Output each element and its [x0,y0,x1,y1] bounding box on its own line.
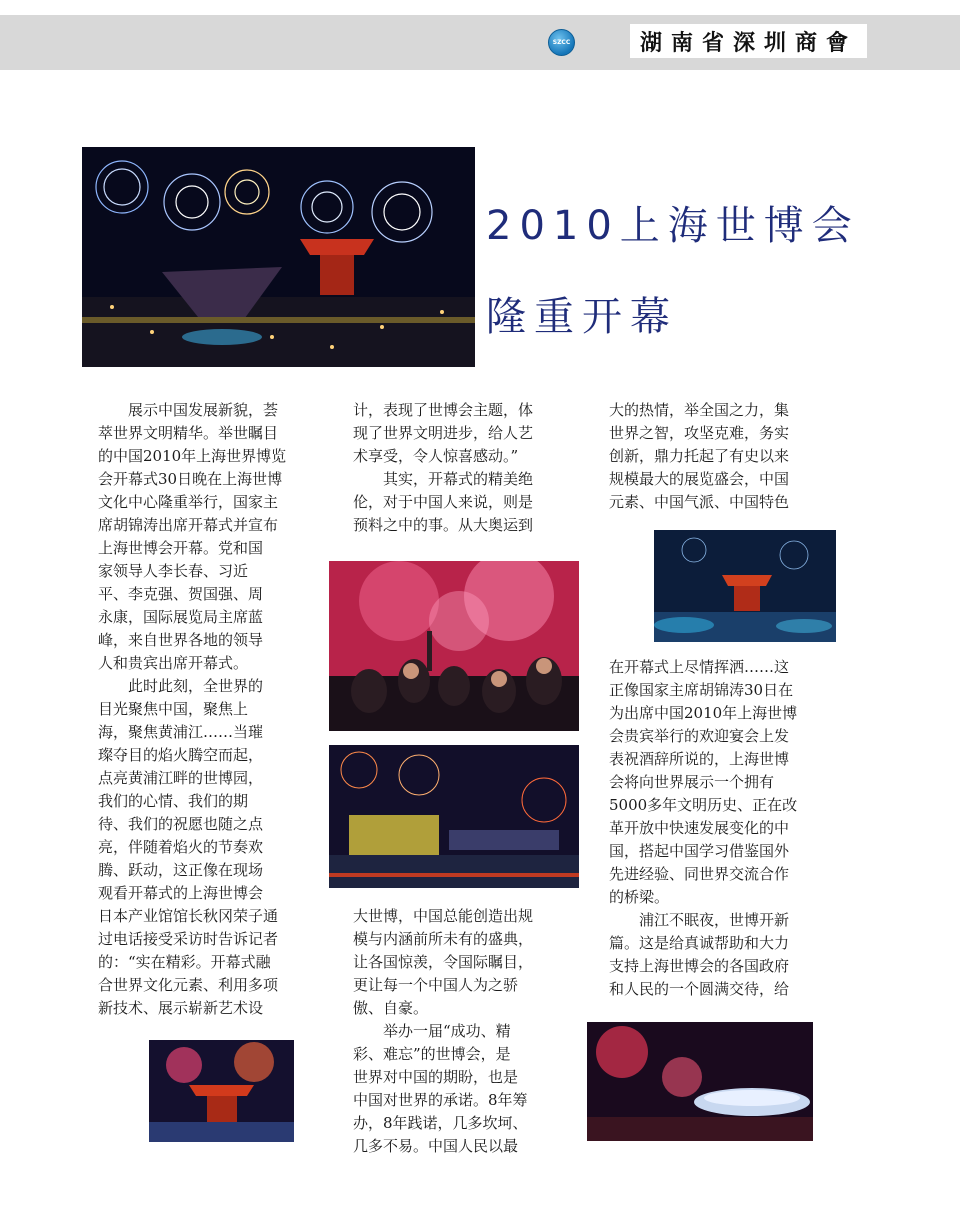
crowd-celebration-photo [329,561,579,731]
pavilion-fireworks-photo [149,1040,294,1142]
chamber-logo-icon [548,29,575,56]
article-text-col2-bottom: 大世博，中国总能创造出规 模与内涵前所未有的盛典， 让各国惊羡，令国际瞩目， 更让每一个中国人为之骄 傲、自豪。 举办一届“成功、精 彩、难忘”的世博会，是 世界对中国的期盼，也是 中国对世界的承诺。8年筹 办，8年践诺，几多坎坷、 几多不易。中国人民以最 [353,907,534,1155]
article-title-line-2: 隆重开幕 [486,294,678,340]
expo-center-fireworks-photo [587,1022,813,1141]
article-text-col1: 展示中国发展新貌，荟 萃世界文明精华。举世瞩目 的中国2010年上海世界博览 会开幕式30日晚在上海世博 文化中心隆重举行，国家主 席胡锦涛出席开幕式并宣布 上海世博会开幕。党和国 家领导人李长春、习近 平、李克强、贺国强、周 永康，国际展览局主席蓝 峰，来自世界各地的领导 人和贵宾出席开幕式。 此时此刻，全世界的 目光聚焦中国，聚焦上 海，聚焦黄浦江……当璀 璨夺目的焰火腾空而起， 点亮黄浦江畔的世博园， 我们的心情、我们的期 待、我们的祝愿也随之点 亮，伴随着焰火的节奏欢 腾、跃动，这正像在现场 观看开幕式的上海世博会 日本产业馆馆长秋冈荣子通 过电话接受采访时告诉记者 的：“实在精彩。开幕式融 合世界文化元素、利用多项 新技术、展示崭新艺术设 [98,401,287,1017]
article-text-col2-top: 计，表现了世博会主题，体 现了世界文明进步，给人艺 术享受，令人惊喜感动。” 其实，开幕式的精美绝 伦，对于中国人来说，则是 预料之中的事。从大奥运到 [353,401,534,534]
main-fireworks-photo [82,147,475,367]
article-text-col3-top: 大的热情，举全国之力，集 世界之智，攻坚克难，务实 创新，鼎力托起了有史以来 规模最大的展览盛会，中国 元素、中国气派、中国特色 [609,401,790,511]
china-pavilion-photo [654,530,836,642]
masthead-title: 湖南省深圳商會 [630,24,867,58]
article-text-col3-bottom: 在开幕式上尽情挥洒……这 正像国家主席胡锦涛30日在 为出席中国2010年上海世博 会贵宾举行的欢迎宴会上发 表祝酒辞所说的，上海世博 会将向世界展示一个拥有 5000多年文明历史、正在改 革开放中快速发展变化的中 国，搭起中国学习借鉴国外 先进经验、同世界交流合作 的桥梁。 浦江不眠夜，世博开新 篇。这是给真诚帮助和大力 支持上海世博会的各国政府 和人民的一个圆满交待，给 [609,658,798,998]
article-title-line-1: 2010上海世博会 [486,203,860,249]
logo-text: SZCC [552,39,571,46]
fountain-fireworks-photo [329,745,579,888]
